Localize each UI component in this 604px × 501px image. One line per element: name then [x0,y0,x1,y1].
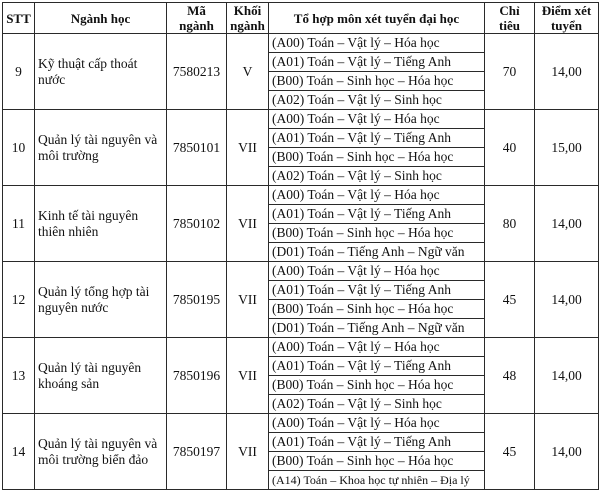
subject-combo-cell: (A00) Toán – Vật lý – Hóa học [269,262,485,281]
score-cell: 15,00 [535,110,599,186]
subject-combo-cell: (A01) Toán – Vật lý – Tiếng Anh [269,205,485,224]
subject-combo-cell: (A02) Toán – Vật lý – Sinh học [269,167,485,186]
table-row [3,414,599,433]
subject-combo-cell: (D01) Toán – Tiếng Anh – Ngữ văn [269,319,485,338]
major-name-cell: Quản lý tổng hợp tài nguyên nước [35,262,167,338]
subject-combo-cell: (A01) Toán – Vật lý – Tiếng Anh [269,433,485,452]
major-name-cell: Quản lý tài nguyên và môi trường biển đảo [35,414,167,490]
subject-combo-cell: (A02) Toán – Vật lý – Sinh học [269,395,485,414]
stt-cell: 9 [3,34,35,110]
table-row [3,34,599,53]
quota-cell: 48 [485,338,535,414]
major-name-cell: Kinh tế tài nguyên thiên nhiên [35,186,167,262]
subject-combo-cell: (A00) Toán – Vật lý – Hóa học [269,338,485,357]
subject-combo-cell: (A02) Toán – Vật lý – Sinh học [269,91,485,110]
major-code-cell: 7850195 [167,262,227,338]
table-row [3,186,599,205]
subject-combo-cell: (D01) Toán – Tiếng Anh – Ngữ văn [269,243,485,262]
stt-cell: 13 [3,338,35,414]
major-block-cell: VII [227,262,269,338]
score-cell: 14,00 [535,34,599,110]
table-body [3,34,599,490]
major-name-cell: Quản lý tài nguyên và môi trường [35,110,167,186]
subject-combo-cell: (B00) Toán – Sinh học – Hóa học [269,452,485,471]
subject-combo-cell: (B00) Toán – Sinh học – Hóa học [269,148,485,167]
subject-combo-cell: (A00) Toán – Vật lý – Hóa học [269,110,485,129]
major-block-cell: VII [227,414,269,490]
major-name-cell: Quản lý tài nguyên khoáng sản [35,338,167,414]
subject-combo-cell: (B00) Toán – Sinh học – Hóa học [269,376,485,395]
score-cell: 14,00 [535,414,599,490]
major-block-cell: VII [227,110,269,186]
table-row [3,110,599,129]
subject-combo-cell: (A00) Toán – Vật lý – Hóa học [269,34,485,53]
quota-cell: 40 [485,110,535,186]
subject-combo-cell: (B00) Toán – Sinh học – Hóa học [269,224,485,243]
admission-table [2,2,599,490]
quota-cell: 45 [485,262,535,338]
major-code-cell: 7850196 [167,338,227,414]
major-block-cell: VII [227,338,269,414]
stt-cell: 10 [3,110,35,186]
major-code-cell: 7850101 [167,110,227,186]
major-name-cell: Kỹ thuật cấp thoát nước [35,34,167,110]
major-block-cell: V [227,34,269,110]
subject-combo-cell: (B00) Toán – Sinh học – Hóa học [269,72,485,91]
score-cell: 14,00 [535,338,599,414]
quota-cell: 80 [485,186,535,262]
header-combos: Tổ hợp môn xét tuyển đại học [269,3,485,34]
major-code-cell: 7580213 [167,34,227,110]
header-code: Mã ngành [167,3,227,34]
header-major: Ngành học [35,3,167,34]
quota-cell: 45 [485,414,535,490]
subject-combo-cell: (B00) Toán – Sinh học – Hóa học [269,300,485,319]
table-row [3,262,599,281]
subject-combo-cell: (A01) Toán – Vật lý – Tiếng Anh [269,129,485,148]
stt-cell: 12 [3,262,35,338]
stt-cell: 11 [3,186,35,262]
subject-combo-cell: (A14) Toán – Khoa học tự nhiên – Địa lý [269,471,485,490]
subject-combo-cell: (A01) Toán – Vật lý – Tiếng Anh [269,53,485,72]
header-row [3,3,599,34]
major-code-cell: 7850102 [167,186,227,262]
header-score: Điểm xét tuyển [535,3,599,34]
subject-combo-cell: (A00) Toán – Vật lý – Hóa học [269,186,485,205]
stt-cell: 14 [3,414,35,490]
score-cell: 14,00 [535,262,599,338]
score-cell: 14,00 [535,186,599,262]
major-block-cell: VII [227,186,269,262]
subject-combo-cell: (A01) Toán – Vật lý – Tiếng Anh [269,281,485,300]
major-code-cell: 7850197 [167,414,227,490]
subject-combo-cell: (A00) Toán – Vật lý – Hóa học [269,414,485,433]
header-stt: STT [3,3,35,34]
quota-cell: 70 [485,34,535,110]
subject-combo-cell: (A01) Toán – Vật lý – Tiếng Anh [269,357,485,376]
table-row [3,338,599,357]
header-quota: Chỉ tiêu [485,3,535,34]
header-block: Khối ngành [227,3,269,34]
